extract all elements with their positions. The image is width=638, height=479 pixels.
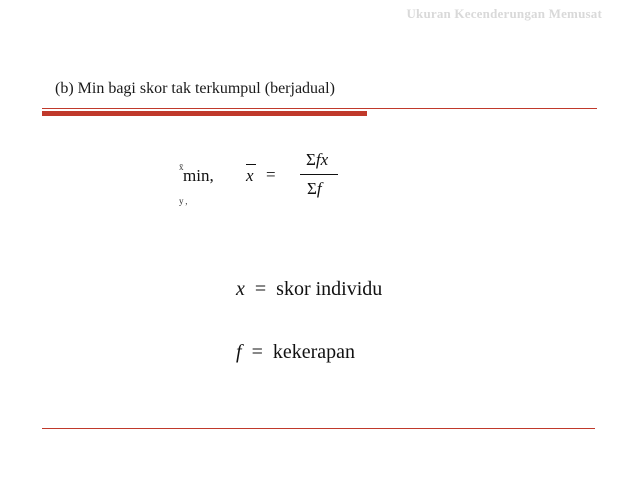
definition-var: f [236,341,242,363]
formula-xbar-overline [246,164,256,165]
definition-row-x [236,278,382,301]
denominator-sigma: Σ [307,179,317,198]
definition-meaning: kekerapan [272,341,356,363]
formula-denominator [307,179,322,199]
definition-equals: = [254,278,267,300]
definition-equals: = [251,341,263,363]
definition-row-f [236,341,355,364]
definition-var: x [236,278,245,300]
definition-meaning: skor individu [276,278,383,300]
slide-subtitle: (b) Min bagi skor tak terkumpul (berjadual) [55,80,335,97]
slide-header-title: Ukuran Kecenderungan Memusat [406,6,602,21]
formula-small-glyph-top: x̄ [179,162,184,172]
formula-fraction-bar [300,174,338,175]
bottom-divider [42,428,595,429]
formula-equals: = [266,165,276,184]
formula-lhs-x: x [246,166,254,185]
denominator-var: f [316,179,322,198]
formula-small-glyph-bottom: y , [179,196,188,206]
formula-min-label: min, [183,166,214,185]
numerator-var: fx [315,150,329,169]
formula-numerator [306,150,328,170]
top-divider-thin [42,108,597,109]
numerator-sigma: Σ [306,150,316,169]
top-divider-thick [42,111,367,116]
